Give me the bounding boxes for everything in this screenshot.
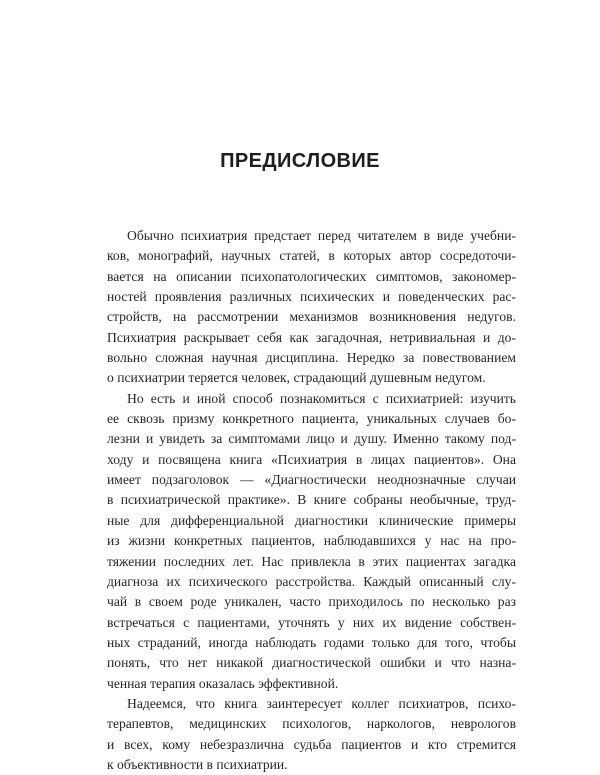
text-line: чай в своем роде уникален, часто приходилось по несколько раз <box>107 594 516 610</box>
text-line: ностей проявления различных психических и поведенческих рас- <box>107 289 516 305</box>
text-line: ее сквозь призму конкретного пациента, уникальных случаев бо- <box>107 411 516 427</box>
text-line: к объективности в психиатрии. <box>107 756 288 772</box>
text-line: ные для дифференциальной диагностики клинические примеры <box>107 512 516 528</box>
text-line: о психиатрии теряется человек, страдающий душевным недугом. <box>107 370 486 386</box>
text-line: Обычно психиатрия предстает перед читателем в виде учебни- <box>127 228 516 243</box>
text-line: в психиатрической практике». В книге собраны необычные, труд- <box>107 492 516 508</box>
text-line: диагноза их психического расстройства. Каждый описанный слу- <box>107 573 516 589</box>
page-title: ПРЕДИСЛОВИЕ <box>220 150 380 172</box>
text-line: ных страданий, иногда наблюдать годами только для того, чтобы <box>107 634 516 650</box>
text-line: ходу и посвящена книга «Психиатрия в лицах пациентов». Она <box>107 451 516 467</box>
text-line: лезни и увидеть за симптомами лицо и душу. Именно такому под- <box>107 431 516 447</box>
text-line: тяжении последних лет. Нас привлекла в этих пациентах загадка <box>107 553 516 569</box>
paragraph-1 <box>107 226 516 389</box>
text-line: встречаться с пациентами, уточнять у них их видение собствен- <box>107 614 516 630</box>
text-line: имеет подзаголовок — «Диагностически неоднозначные случаи <box>107 472 516 488</box>
text-line: вается на описании психопатологических симптомов, закономер- <box>107 268 516 284</box>
paragraph-3 <box>107 694 516 775</box>
text-line: понять, что нет никакой диагностической ошибки и что назна- <box>107 655 516 671</box>
text-line: стройств, на рассмотрении механизмов возникновения недугов. <box>107 309 516 325</box>
text-line: из жизни конкретных пациентов, наблюдавшихся у нас на про- <box>107 533 516 549</box>
text-line: терапевтов, медицинских психологов, наркологов, неврологов <box>107 716 516 732</box>
preface-text <box>107 226 516 775</box>
text-line: Надеемся, что книга заинтересует коллег психиатров, психо- <box>127 695 516 711</box>
text-line: и всех, кому небезразлична судьба пациентов и кто стремится <box>107 736 516 752</box>
text-line: ков, монографий, научных статей, в которых автор сосредоточи- <box>107 248 516 264</box>
paragraph-2 <box>107 389 516 694</box>
text-line: ченная терапия оказалась эффективной. <box>107 675 339 691</box>
text-line: вольно сложная научная дисциплина. Нередко за повествованием <box>107 350 516 366</box>
text-line: Но есть и иной способ познакомиться с психиатрией: изучить <box>127 390 516 406</box>
text-line: Психиатрия раскрывает себя как загадочная, нетривиальная и до- <box>107 329 516 345</box>
